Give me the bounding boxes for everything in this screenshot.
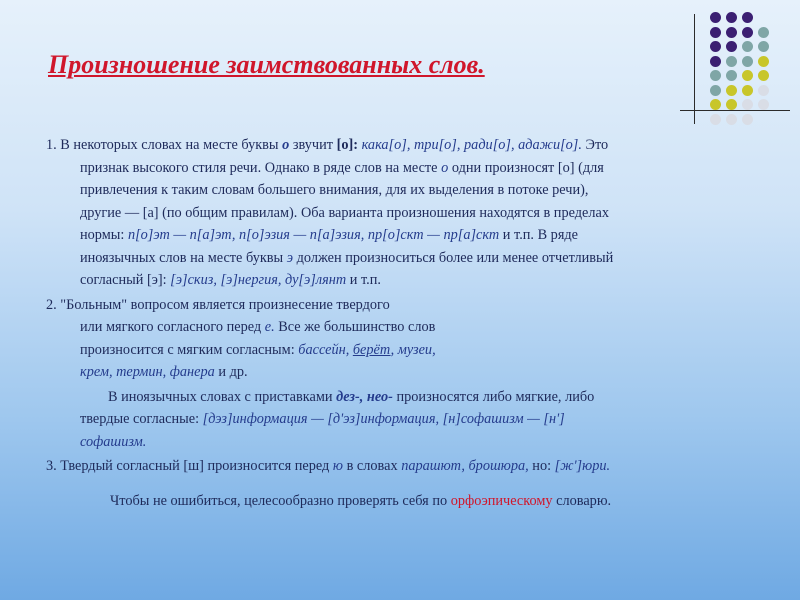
line (46, 157, 604, 180)
decor-dot (710, 114, 721, 125)
line (46, 361, 248, 384)
examples: [дэз]информация — [д'эз]информация, [н]софашизм — [н'] (202, 411, 565, 427)
decor-dot (742, 27, 753, 38)
decor-dot (726, 56, 737, 67)
decor-dot (758, 85, 769, 96)
text-letter: э (286, 249, 294, 266)
line (46, 490, 611, 513)
text: словарю. (552, 492, 612, 509)
text: в словах (343, 458, 402, 474)
paragraph-2 (46, 294, 774, 384)
paragraph-4 (46, 455, 774, 478)
examples: парашют, брошюра, (401, 458, 529, 474)
line (46, 316, 435, 339)
text: одни произносят [о] (для (448, 159, 604, 176)
paragraph-3 (46, 386, 774, 454)
decor-dot (710, 85, 721, 96)
decor-dot (758, 99, 769, 110)
decor-dot (742, 70, 753, 81)
text: Чтобы не ошибиться, целесообразно проверять себя по (110, 492, 451, 509)
text: произносится с мягким согласным: (80, 341, 299, 358)
text: и др. (214, 364, 248, 380)
line: привлечения к таким словам большего внимания, для их выделения в потоке речи), (80, 182, 589, 198)
line (46, 247, 613, 270)
decor-dot (758, 27, 769, 38)
examples-underlined: берёт (352, 341, 391, 358)
examples: [э]скиз, [э]нергия, ду[э]лянт (170, 272, 347, 288)
decor-dot (758, 41, 769, 52)
text-letter: о (441, 159, 449, 176)
text-sound: [о]: (336, 137, 359, 153)
text: 3. Твердый согласный [ш] произносится перед (46, 458, 333, 474)
examples: [ж']юри. (554, 458, 611, 474)
examples: п[о]эт — п[а]эт, п[о]эзия — п[а]эзия, пр[о]скт — пр[а]скт (127, 227, 500, 243)
examples: , музеи, (390, 341, 436, 358)
decor-dot (726, 41, 737, 52)
decor-dot (710, 99, 721, 110)
decor-dot (742, 85, 753, 96)
decor-dot-grid (710, 12, 780, 130)
text: и т.п. В ряде (499, 227, 579, 243)
text: произносятся либо мягкие, либо (392, 388, 595, 405)
text: нормы: (80, 227, 128, 243)
text: или мягкого согласного перед (80, 319, 265, 335)
decor-dot (710, 12, 721, 23)
line: 2. "Больным" вопросом является произнесение твердого (46, 296, 390, 313)
decor-dot (726, 99, 737, 110)
line: другие — [а] (по общим правилам). Оба варианта произношения находятся в пределах (80, 204, 610, 221)
text: согласный [э]: (80, 272, 171, 288)
text: Все же большинство слов (274, 319, 436, 335)
examples: кака[о], три[о], ради[о], адажи[о]. (358, 137, 582, 153)
text: иноязычных слов на месте буквы (80, 249, 287, 266)
prefixes: дез-, нео- (336, 388, 393, 405)
decor-dot (726, 12, 737, 23)
decor-dot (710, 56, 721, 67)
decor-vertical-line (694, 14, 695, 124)
text-letter: о (282, 137, 290, 153)
line: софашизм. (80, 433, 147, 450)
line (46, 408, 565, 431)
decor-dot (726, 27, 737, 38)
text: 1. В некоторых словах на месте буквы (46, 137, 283, 153)
text: и т.п. (346, 272, 381, 288)
text: твердые согласные: (80, 411, 203, 427)
line (46, 386, 594, 409)
decor-dot (758, 56, 769, 67)
highlight-word: орфоэпическому (450, 492, 553, 509)
decor-dot (726, 85, 737, 96)
examples: крем, термин, фанера (80, 364, 215, 380)
examples: бассейн, (298, 341, 353, 358)
text: но: (528, 458, 555, 474)
decor-dot (742, 114, 753, 125)
paragraph-5 (46, 490, 774, 513)
decor-dot (726, 70, 737, 81)
slide-body (46, 134, 774, 512)
text: должен произноситься более или менее отчетливый (293, 249, 614, 266)
line (46, 339, 436, 362)
text: признак высокого стиля речи. Однако в ряде слов на месте (80, 159, 442, 176)
text: звучит (289, 137, 337, 153)
text: В иноязычных словах с приставками (108, 388, 337, 405)
slide-title: Произношение заимствованных слов. (48, 50, 485, 79)
text: Это (581, 137, 609, 153)
text-letter: е. (264, 319, 275, 335)
text-letter: ю (332, 458, 344, 474)
decor-dot (710, 27, 721, 38)
decor-dot (742, 41, 753, 52)
decor-dot (710, 41, 721, 52)
decor-dot (742, 56, 753, 67)
decor-dot (758, 70, 769, 81)
decor-dot (710, 70, 721, 81)
paragraph-1 (46, 134, 774, 292)
line (46, 224, 578, 247)
decor-dot (726, 114, 737, 125)
decor-dot (742, 99, 753, 110)
decor-dot (742, 12, 753, 23)
line (46, 269, 381, 292)
